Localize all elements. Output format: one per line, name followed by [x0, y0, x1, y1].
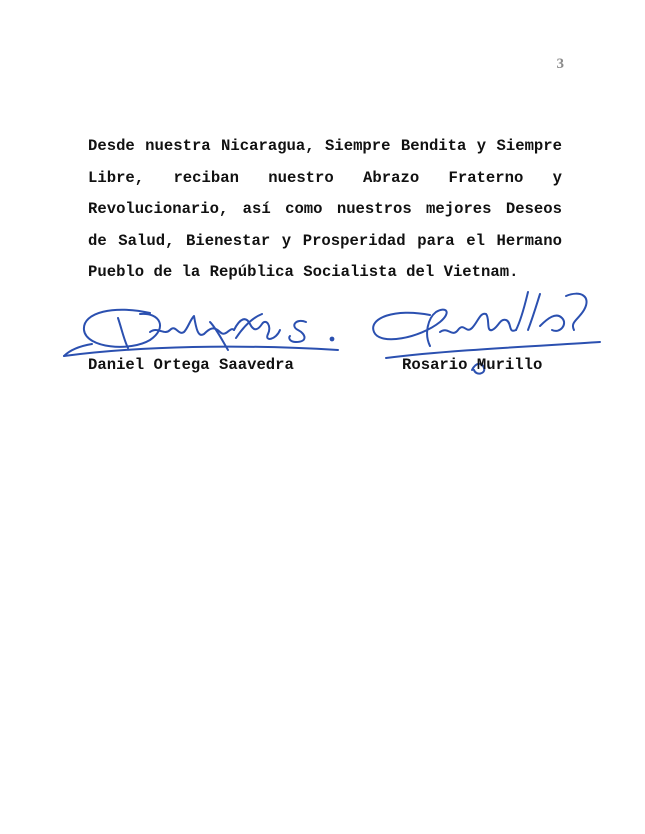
page-number: 3 [556, 56, 564, 72]
signature-daniel-ortega [64, 310, 338, 356]
signatory-name-ortega: Daniel Ortega Saavedra [88, 356, 294, 374]
signatory-name-murillo: Rosario Murillo [402, 356, 543, 374]
closing-paragraph: Desde nuestra Nicaragua, Siempre Bendita y Siempre Libre, reciban nuestro Abrazo Fraterno y Revolucionario, así como nuestros mejores Deseos de Salud, Bienestar y Prosperidad para el Hermano Pueblo de la República Socialista del Vietnam. [88, 137, 562, 282]
